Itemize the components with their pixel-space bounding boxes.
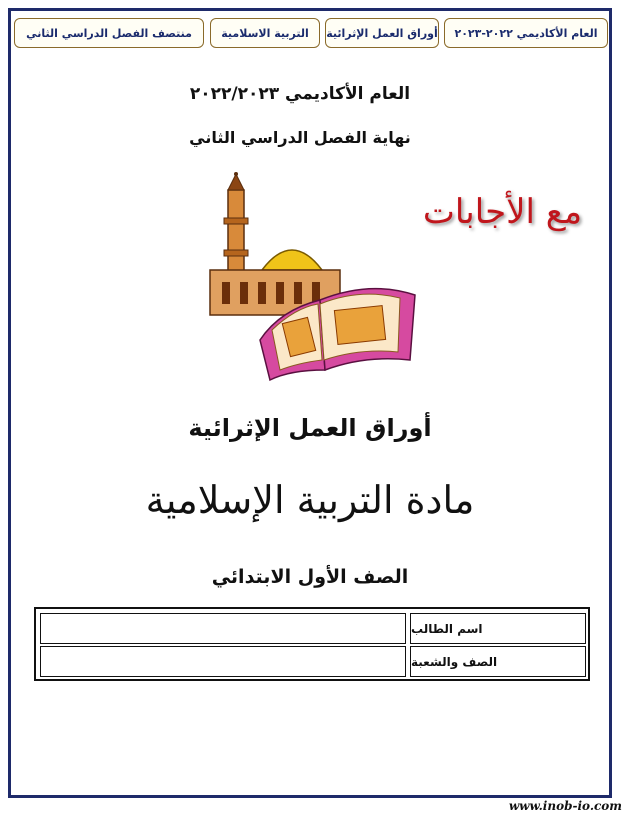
sheets-title: أوراق العمل الإثرائية: [188, 414, 432, 442]
student-info-table: [34, 607, 590, 681]
tab-midterm: منتصف الفصل الدراسي الثاني: [14, 18, 204, 48]
student-name-field[interactable]: [40, 613, 406, 644]
header-tabs: [14, 18, 608, 48]
tab-enrichment-sheets: أوراق العمل الإثرائية: [325, 18, 439, 48]
grade-title: الصف الأول الابتدائي: [211, 566, 409, 588]
subject-title: مادة التربية الإسلامية: [145, 478, 475, 522]
academic-year: العام الأكاديمي ٢٠٢٢/٢٠٢٣: [189, 84, 411, 104]
with-answers-note: مع الأجابات: [422, 192, 583, 232]
semester: نهاية الفصل الدراسي الثاني: [189, 128, 411, 147]
class-section-label: الصف والشعبة: [410, 646, 586, 677]
student-name-label: اسم الطالب: [410, 613, 586, 644]
class-section-field[interactable]: [40, 646, 406, 677]
tab-subject: التربية الاسلامية: [210, 18, 320, 48]
tab-academic-year: العام الأكاديمي ٢٠٢٢-٢٠٢٣: [444, 18, 608, 48]
website-footer[interactable]: www.inob-io.com: [508, 799, 622, 813]
